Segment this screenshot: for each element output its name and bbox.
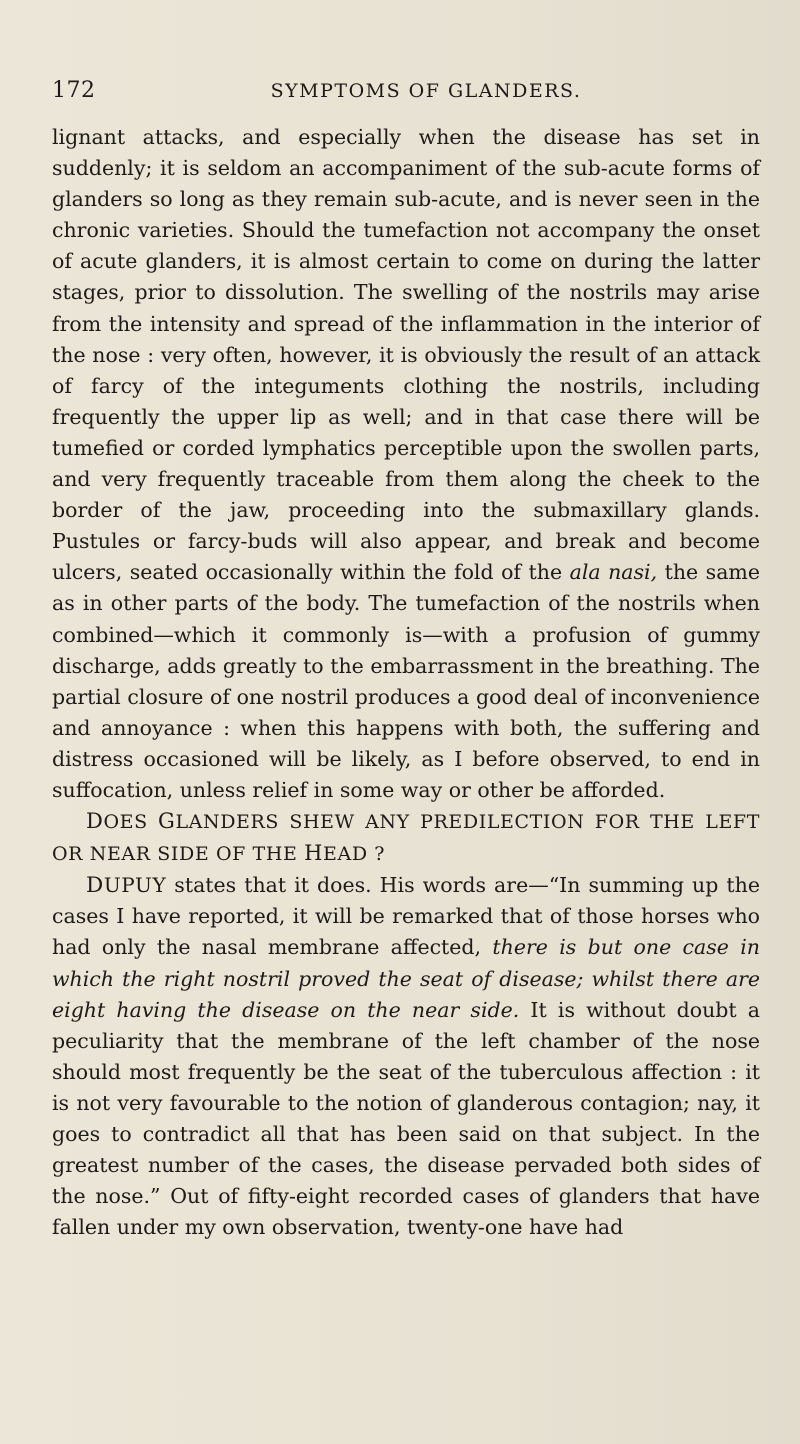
question-initial-d: D [86,809,104,834]
running-head: SYMPTOMS OF GLANDERS. [270,80,582,102]
italic-quote: there is but one case in which the right nostril proved the seat of disease; whilst there are eight having the disease on the near side. [52,935,760,1022]
paragraph-2-text-1: states that it does. His words are—“In summing up the cases I have reported, it will be remarked that of those horses who had only the nasal membrane affected, [52,873,760,960]
paragraph-2 [52,870,760,1243]
question-initial-h: H [304,841,324,866]
paragraph-1 [52,122,760,806]
page-number: 172 [52,78,96,103]
page-header [52,78,760,122]
question-glanders: LANDERS SHEW ANY PREDILECTION FOR THE LEFT OR NEAR SIDE OF THE [52,811,760,866]
paragraph-1-text-end: the same as in other parts of the body. The tumefaction of the nostrils when combined—which it commonly is—with a profusion of gummy discharge, adds greatly to the embarrassment in the breathing. The partial closure of one nostril produces a good deal of inconvenience and annoyance : when this happens with both, the suffering and distress occasioned will be likely, as I before observed, to end in suffocation, unless relief in some way or other be afforded. [52,560,760,802]
question-does: OES [103,811,159,834]
question-initial-g: G [158,809,176,834]
author-rest: UPUY [103,873,167,898]
author-name [86,873,166,897]
italic-term-ala-nasi: ala nasi, [569,560,658,585]
body-text [52,122,760,1243]
question-head: EAD ? [323,843,386,866]
author-initial: D [86,873,104,899]
paragraph-1-text: lignant attacks, and especially when the disease has set in suddenly; it is seldom an accompaniment of the sub-acute forms of glanders so long as they remain sub-acute, and is never seen in the chronic varieties. Should the tumefaction not accompany the onset of acute glanders, it is almost certain to come on during the latter stages, prior to dissolution. The swelling of the nostrils may arise from the intensity and spread of the inflammation in the interior of the nose : very often, however, it is obviously the result of an attack of farcy of the integuments clothing the nostrils, including frequently the upper lip as well; and in that case there will be tumefied or corded lymphatics perceptible upon the swollen parts, and very frequently traceable from them along the cheek to the border of the jaw, proceeding into the submaxillary glands. Pustules or farcy-buds will also appear, and break and become ulcers, seated occasionally within the fold of the [52,125,760,585]
section-question-heading [52,806,760,870]
paragraph-2-text-2: It is without doubt a peculiarity that the membrane of the left chamber of the nose should most frequently be the seat of the tuberculous affection : it is not very favourable to the notion of glanderous contagion; nay, it goes to contradict all that has been said on that subject. In the greatest number of the cases, the disease pervaded both sides of the nose.” Out of fifty-eight recorded cases of glanders that have fallen under my own observation, twenty-one have had [52,997,761,1240]
